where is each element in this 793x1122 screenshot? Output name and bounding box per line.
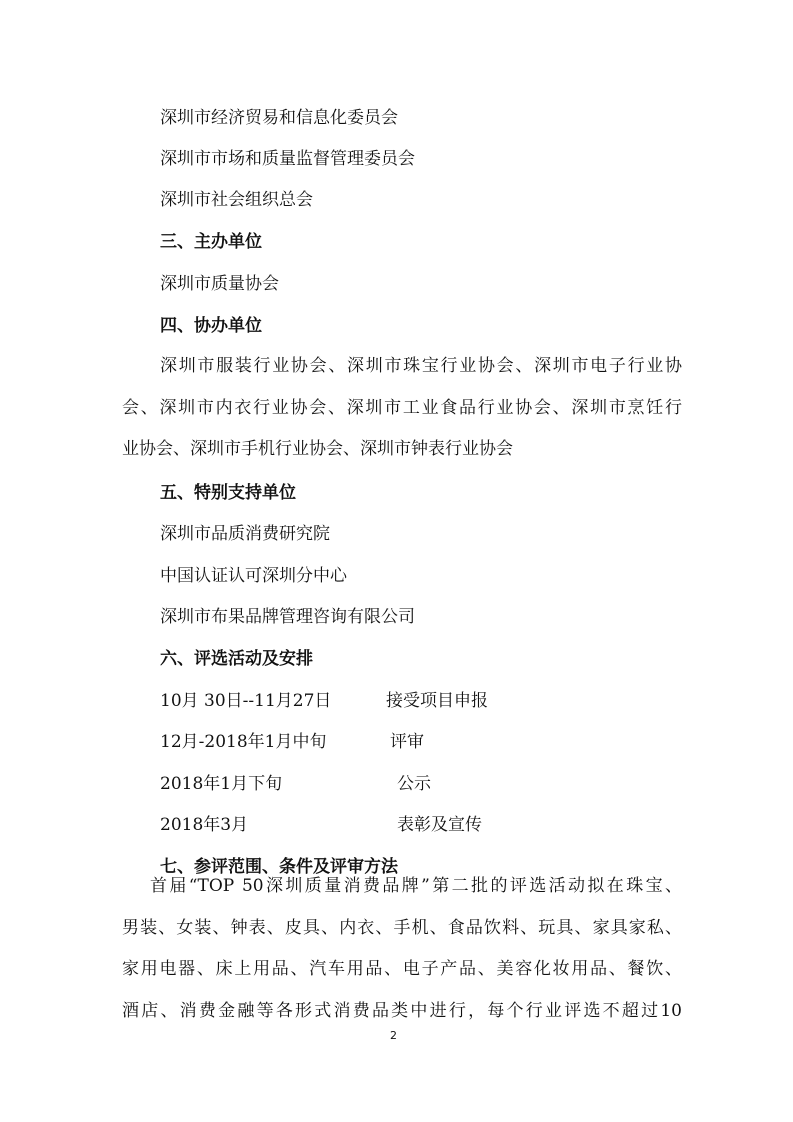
paragraph-line: 家用电器、床上用品、汽车用品、电子产品、美容化妆用品、餐饮、 [122, 959, 682, 979]
supporter-line: 深圳市社会组织总会 [160, 190, 313, 210]
paragraph-line: 首届“TOP 50深圳质量消费品牌”第二批的评选活动拟在珠宝、 [150, 876, 682, 896]
schedule-desc: 接受项目申报 [386, 691, 488, 711]
scope-paragraph [122, 866, 682, 1032]
co-organizer-paragraph [122, 346, 682, 471]
schedule-row [160, 772, 431, 796]
schedule-desc: 评审 [390, 732, 424, 752]
schedule-row [160, 730, 424, 754]
section-heading-organizer: 三、主办单位 [160, 232, 262, 252]
paragraph-line: 业协会、深圳市手机行业协会、深圳市钟表行业协会 [122, 439, 513, 459]
paragraph-line: 深圳市服装行业协会、深圳市珠宝行业协会、深圳市电子行业协 [160, 356, 682, 376]
schedule-row [160, 813, 482, 837]
organizer-line: 深圳市质量协会 [160, 274, 279, 294]
schedule-desc: 表彰及宣传 [397, 815, 482, 835]
supporter-line: 深圳市经济贸易和信息化委员会 [160, 108, 398, 128]
special-support-line: 深圳市品质消费研究院 [160, 524, 330, 544]
section-heading-schedule: 六、评选活动及安排 [160, 649, 313, 669]
schedule-desc: 公示 [397, 774, 431, 794]
supporter-line: 深圳市市场和质量监督管理委员会 [160, 149, 415, 169]
schedule-date: 10月 30日--11月27日 [160, 691, 332, 711]
section-heading-co-organizer: 四、协办单位 [160, 316, 262, 336]
paragraph-line: 男装、女装、钟表、皮具、内衣、手机、食品饮料、玩具、家具家私、 [122, 917, 682, 938]
paragraph-line: 会、深圳市内衣行业协会、深圳市工业食品行业协会、深圳市烹饪行 [122, 397, 682, 418]
paragraph-line: 酒店、消费金融等各形式消费品类中进行，每个行业评选不超过10 [122, 1000, 682, 1021]
special-support-line: 中国认证认可深圳分中心 [160, 566, 347, 586]
section-heading-scope: 七、参评范围、条件及评审方法 [160, 857, 398, 877]
section-heading-special-support: 五、特别支持单位 [160, 483, 296, 503]
schedule-row [160, 689, 488, 713]
schedule-date: 2018年1月下旬 [160, 774, 283, 794]
schedule-date: 12月-2018年1月中旬 [160, 732, 327, 752]
page-number: 2 [390, 1029, 397, 1042]
special-support-line: 深圳市布果品牌管理咨询有限公司 [160, 607, 415, 627]
schedule-date: 2018年3月 [160, 815, 249, 835]
